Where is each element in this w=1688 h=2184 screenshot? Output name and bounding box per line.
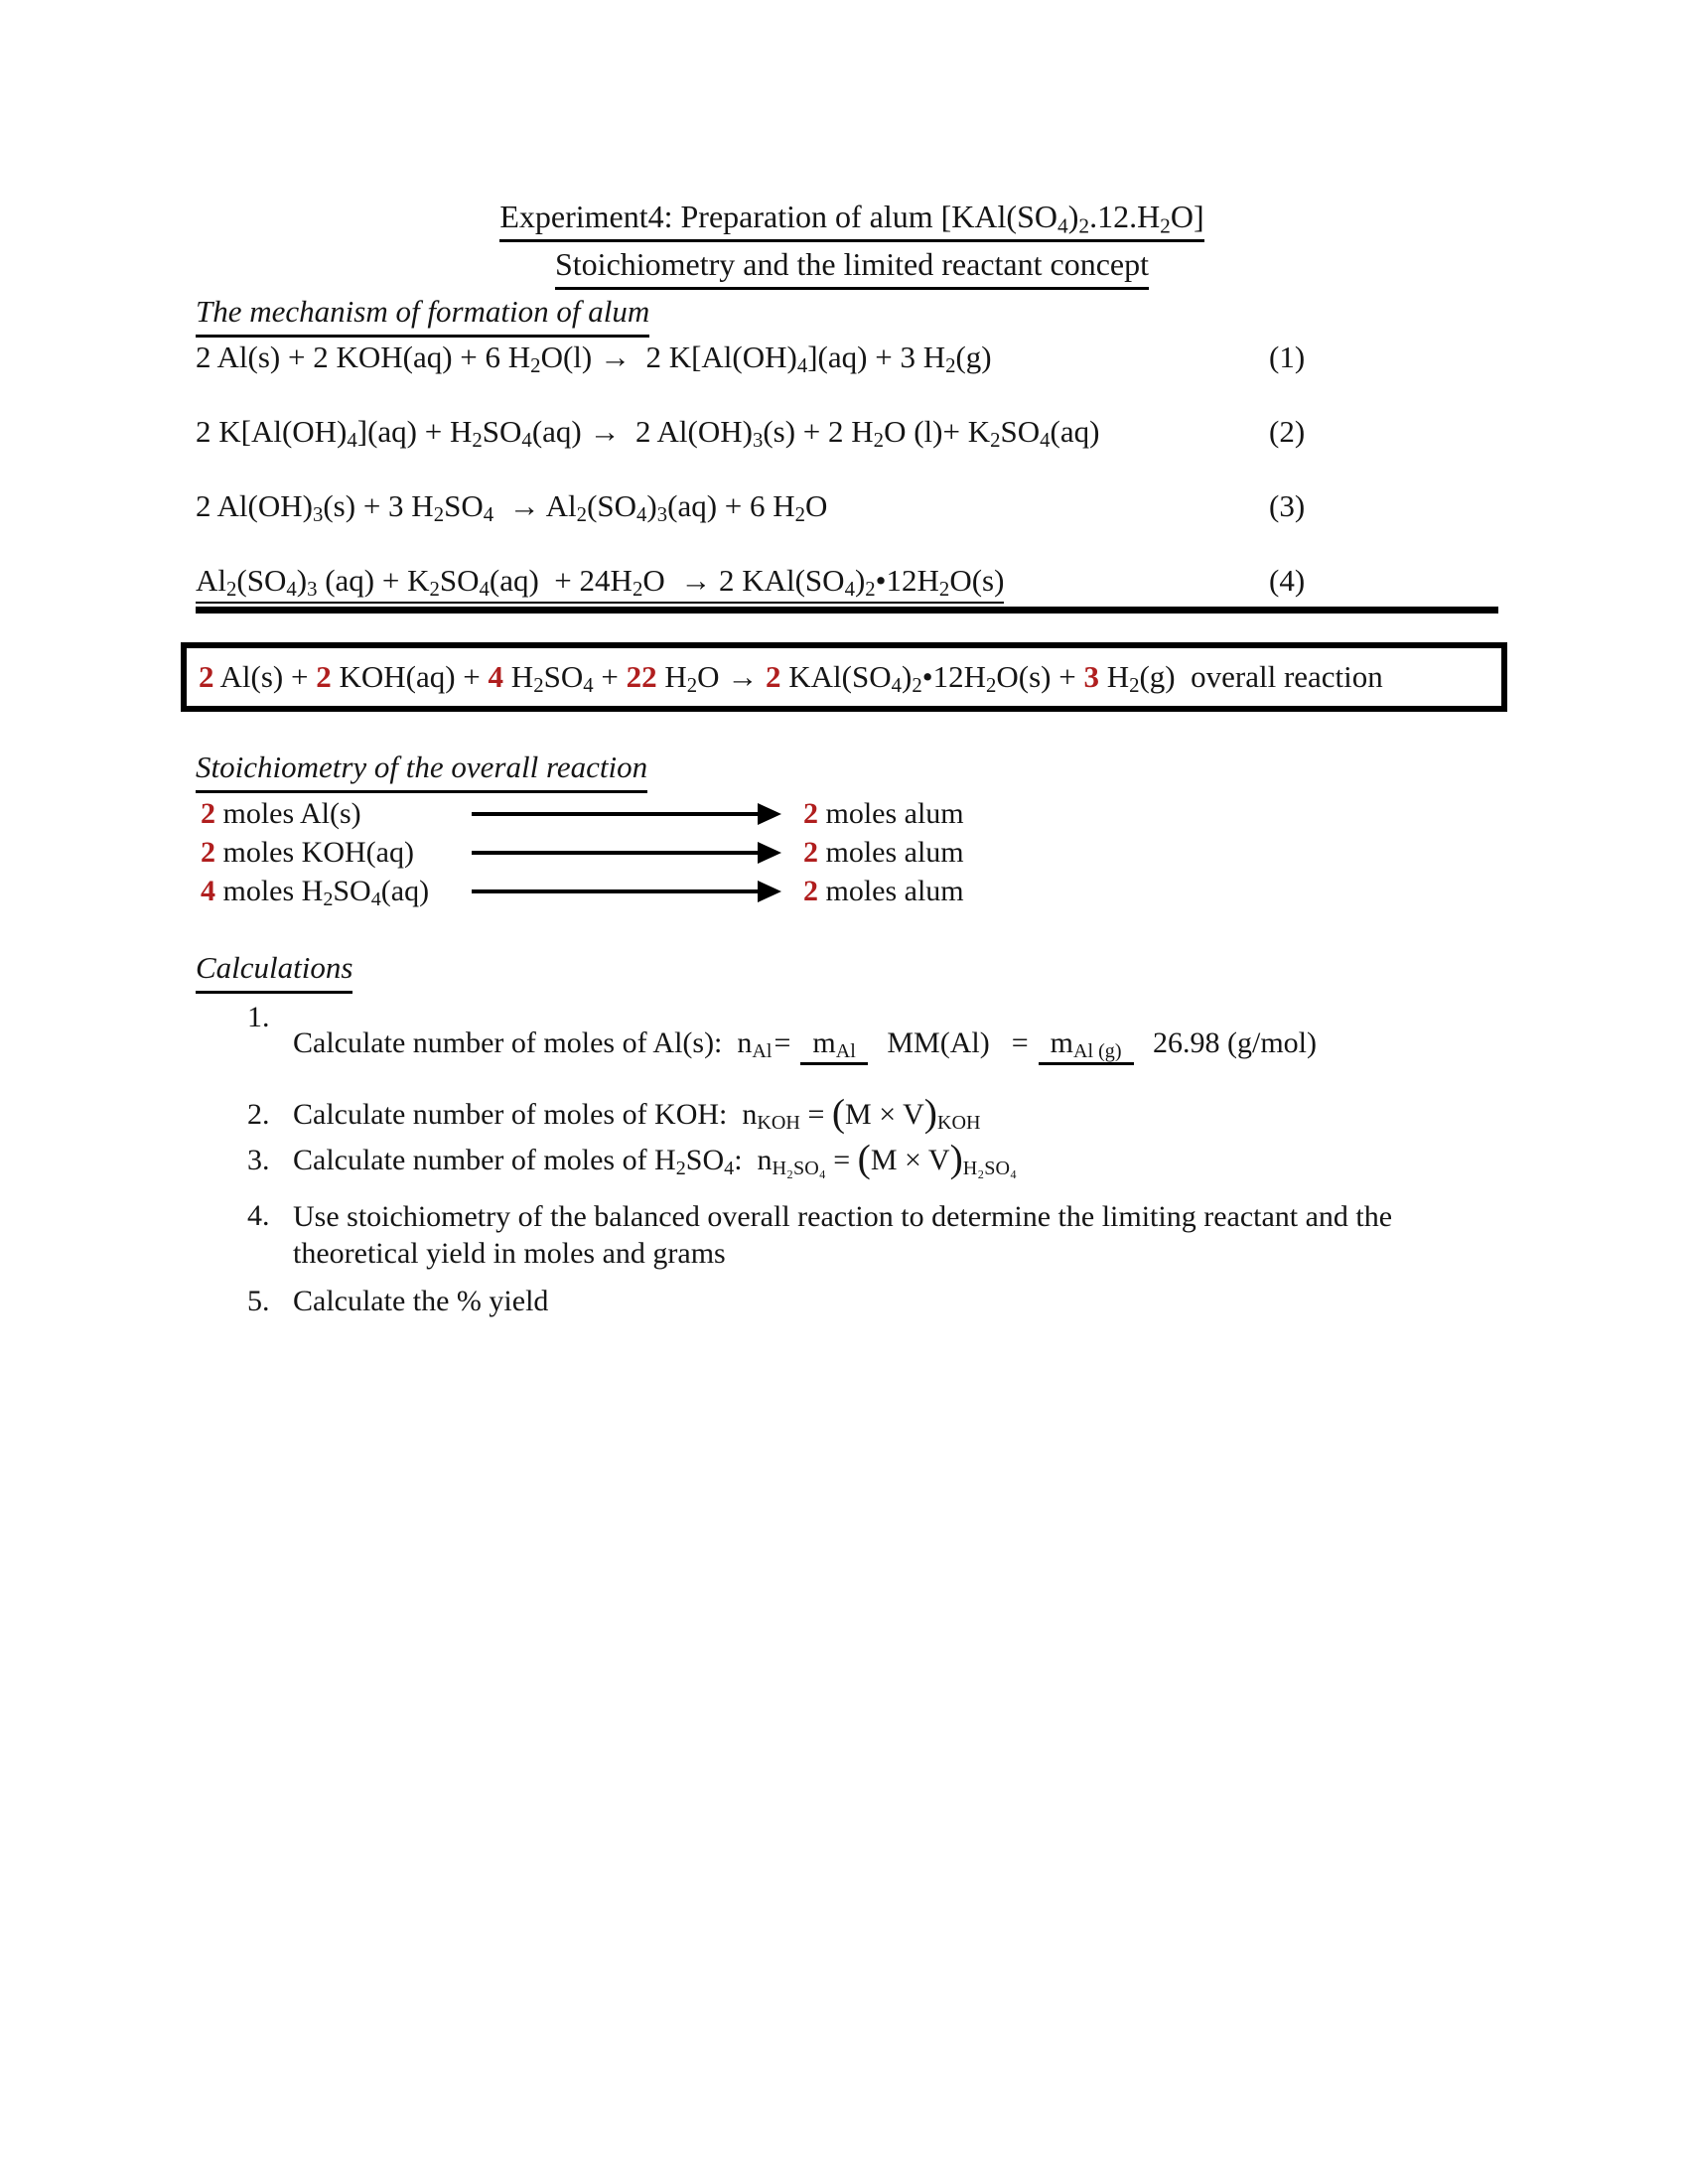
calculation-item-4-body: Use stoichiometry of the balanced overall reaction to determine the limiting reactant and the theoretical yield in moles and grams [293,1200,1393,1270]
calculations-section [196,946,1508,1323]
fraction-molar-mass [1039,1022,1329,1065]
stoichiometry-heading: Stoichiometry of the overall reaction [196,746,1508,793]
list-number: 2. [247,1098,270,1131]
equation-3 [196,486,1508,526]
right-arrow [472,842,781,864]
equation-3-number: (3) [1269,488,1306,523]
document-content [196,195,1508,1325]
calculation-item-1-body [293,996,1336,1091]
equation-1 [196,338,1508,377]
equation-2-formula: 2 $K[Al(OH)_4](aq) + H_2SO_4(aq) \to 2$ $Al(OH)_3(s) + 2$ $H_2O$ $(l)+ K_2SO_4(aq)$ [196,414,1100,453]
stoichiometry-row-reactant: 2 moles KOH(aq) [201,836,414,869]
equation-3-formula: 2 $Al(OH)_3(s) + 3$ $H_2SO_4 \to Al_2(SO_4)_3(aq) + 6$ $H_2O$ [196,488,828,527]
stoichiometry-row-reactant: 4 moles $H_2SO_4(aq)$ [201,875,430,911]
calculation-item-5 [196,1280,1508,1323]
calculation-item-2-body: Calculate number of moles of KOH: $n_{KOH} = (M \times V)_{KOH}$ [293,1090,981,1135]
fraction-moles-al [800,1022,1001,1065]
page-title-text: Experiment4: Preparation of alum $[KAl(SO_4)_2.12.H_2O]$ [499,195,1203,242]
stoichiometry-row [196,872,1508,910]
equation-1-number: (1) [1269,340,1306,374]
fraction-denominator: 26.98 (g/mol) [1153,1026,1318,1059]
calculations-list [196,996,1508,1323]
stoichiometry-row-product: 2 moles alum [803,797,964,830]
fraction-denominator: MM(Al) [887,1026,990,1059]
title-block [196,195,1508,290]
mechanism-section-heading: The mechanism of formation of alum [196,290,1508,338]
calculation-item-5-body: Calculate the % yield [293,1285,549,1317]
list-number: 5. [247,1285,270,1317]
page-subtitle-text: Stoichiometry and the limited reactant concept [555,242,1149,290]
equals-sign: = [774,1026,791,1059]
equation-4-number: (4) [1269,563,1306,598]
equation-2-number: (2) [1269,414,1306,449]
calculation-item-1-lead: Calculate number of moles of Al(s): $n_{Al}$ [293,1026,773,1063]
overall-reaction-box [181,642,1507,712]
page-subtitle [196,242,1508,290]
right-arrow [472,803,781,825]
list-number: 4. [247,1199,270,1232]
fraction-numerator: $m_{Al (g)}$ [1039,1026,1134,1065]
list-number: 3. [247,1144,270,1176]
stoichiometry-row-product: 2 moles alum [803,875,964,907]
stoichiometry-section [196,746,1508,910]
stoichiometry-row-reactant: 2 moles Al(s) [201,797,361,830]
page-title [196,195,1508,242]
calculation-item-3-body: Calculate number of moles of $H_2SO_4$: $n_{H_2SO_4} = (M \times V)_{H_2SO_4}$ [293,1136,1017,1180]
calculations-heading: Calculations [196,946,1508,994]
equals-sign: = [1011,1026,1029,1059]
stoichiometry-row [196,833,1508,872]
calculation-item-3 [196,1136,1508,1182]
list-number: 1. [247,1001,270,1033]
calculation-item-1 [196,996,1508,1091]
stoichiometry-rows [196,794,1508,910]
equation-1-formula: 2 Al(s) + 2 KOH(aq) + 6 $H_2O(l) \to 2$ $K[Al(OH)_4](aq) + 3$ $H_2(g)$ [196,340,992,378]
calculation-item-4 [196,1194,1508,1272]
stoichiometry-row-product: 2 moles alum [803,836,964,869]
overall-reaction-formula: 2 Al(s) + 2 KOH(aq) + 4 $H_2SO_4 + 22$ $H_2O \to 2$ $KAl(SO_4)_2•12H_2O(s) + 3$ $H_2(g)$ overall reaction [199,659,1383,698]
stoichiometry-row [196,794,1508,833]
fraction-numerator: $m_{Al}$ [800,1026,867,1065]
right-arrow [472,881,781,902]
equation-4 [196,561,1508,604]
calculation-item-2 [196,1090,1508,1137]
equation-4-formula: $Al_2(SO_4)_3$ $(aq) + K_2SO_4(aq) + 24H_2O \to 2$ $KAl(SO_4)_2•12H_2O(s)$ [196,561,1004,604]
horizontal-rule [196,607,1498,614]
equation-2 [196,412,1508,452]
